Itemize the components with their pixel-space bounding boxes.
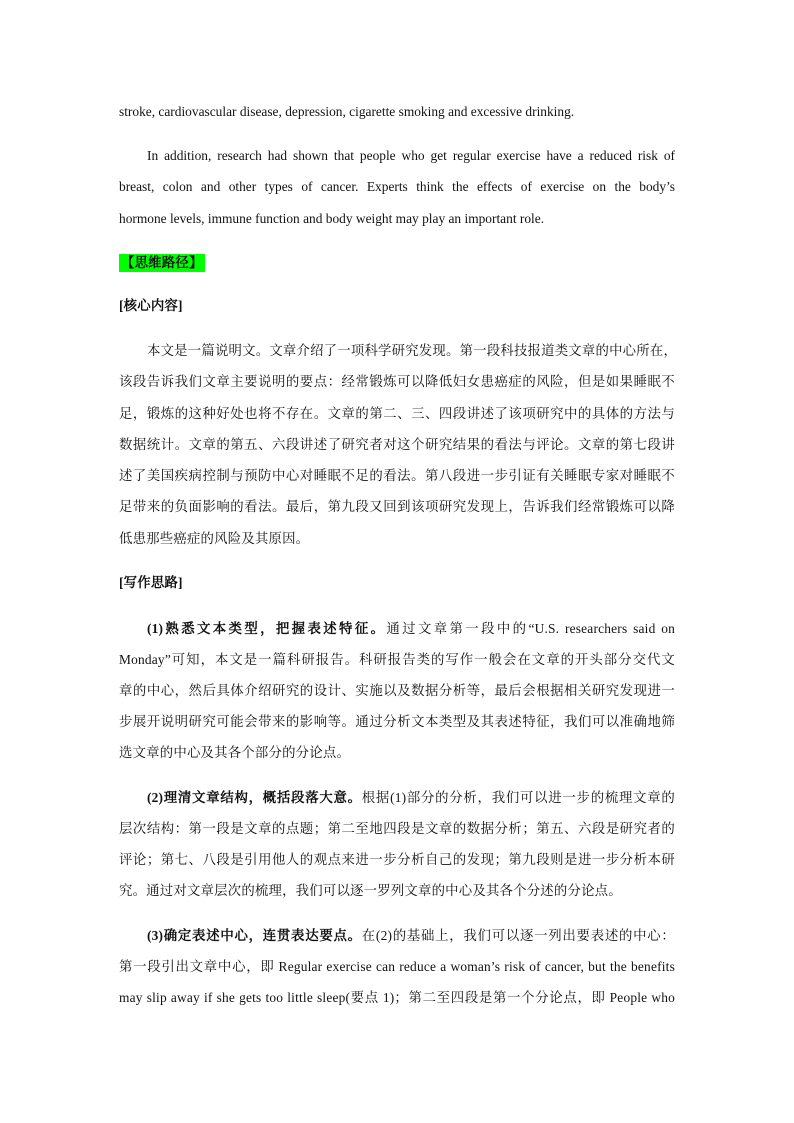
addition-line-1: In addition, research had shown that people who get regular exercise have a reduced risk of [147, 148, 675, 163]
core-content-heading: [核心内容] [119, 298, 183, 313]
p2-line-2: 层次结构：第一段是文章的点题；第二至地四段是文章的数据分析；第五、六段是研究者的 [119, 821, 675, 836]
p3-line-3: may slip away if she gets too little sleep(要点 1)；第二至四段是第一个分论点，即 People who [119, 990, 675, 1005]
p2-line-1 [119, 789, 675, 807]
p2-line-4: 究。通过对文章层次的梳理，我们可以逐一罗列文章的中心及其各个分述的分论点。 [119, 883, 622, 898]
core-line-3: 足，锻炼的这种好处也将不存在。文章的第二、三、四段讲述了该项研究中的具体的方法与 [119, 406, 675, 421]
core-line-5: 述了美国疾病控制与预防中心对睡眠不足的看法。第八段进一步引证有关睡眠专家对睡眠不 [119, 468, 675, 483]
writing-approach-heading: [写作思路] [119, 575, 183, 590]
core-line-7: 低患那些癌症的风险及其原因。 [119, 531, 310, 546]
p3-line-1-rest: 在(2)的基础上，我们可以逐一列出要表述的中心： [361, 928, 675, 943]
thinking-path-label: 【思维路径】 [121, 255, 203, 270]
p3-bold-lead: (3)确定表述中心，连贯表达要点。 [147, 928, 362, 943]
p1-line-1 [119, 620, 675, 638]
p2-line-3: 评论；第七、八段是引用他人的观点来进一步分析自己的发现；第九段则是进一步分析本研 [119, 852, 675, 867]
core-line-1: 本文是一篇说明文。文章介绍了一项科学研究发现。第一段科技报道类文章的中心所在， [147, 343, 678, 358]
intro-tail-line-1: stroke, cardiovascular disease, depression, cigarette smoking and excessive drinking. [119, 104, 575, 119]
core-line-4: 数据统计。文章的第五、六段讲述了研究者对这个研究结果的看法与评论。文章的第七段讲 [119, 437, 675, 452]
core-line-2: 该段告诉我们文章主要说明的要点：经常锻炼可以降低妇女患癌症的风险，但是如果睡眠不 [119, 374, 675, 389]
addition-line-3: hormone levels, immune function and body weight may play an important role. [119, 211, 545, 226]
core-line-6: 足带来的负面影响的看法。最后，第九段又回到该项研究发现上，告诉我们经常锻炼可以降 [119, 499, 675, 514]
addition-line-2: breast, colon and other types of cancer. Experts think the effects of exercise on the body’s [119, 179, 675, 194]
p1-line-1-rest: 通过文章第一段中的“U.S. researchers said on [386, 621, 675, 636]
section-label-row [119, 254, 675, 272]
p2-bold-lead: (2)理清文章结构，概括段落大意。 [147, 790, 362, 805]
p1-bold-lead: (1)熟悉文本类型，把握表述特征。 [147, 621, 387, 636]
p2-line-1-rest: 根据(1)部分的分析，我们可以进一步的梳理文章的 [361, 790, 675, 805]
p3-line-2: 第一段引出文章中心，即 Regular exercise can reduce a woman’s risk of cancer, but the benefits [119, 959, 675, 974]
p1-line-5: 选文章的中心及其各个部分的分论点。 [119, 745, 351, 760]
p1-line-2: Monday”可知，本文是一篇科研报告。科研报告类的写作一般会在文章的开头部分交代文 [119, 652, 675, 667]
p3-line-1 [119, 927, 675, 945]
p1-line-4: 步展开说明研究可能会带来的影响等。通过分析文本类型及其表述特征，我们可以准确地筛 [119, 714, 675, 729]
p1-line-3: 章的中心，然后具体介绍研究的设计、实施以及数据分析等，最后会根据相关研究发现进一 [119, 683, 675, 698]
